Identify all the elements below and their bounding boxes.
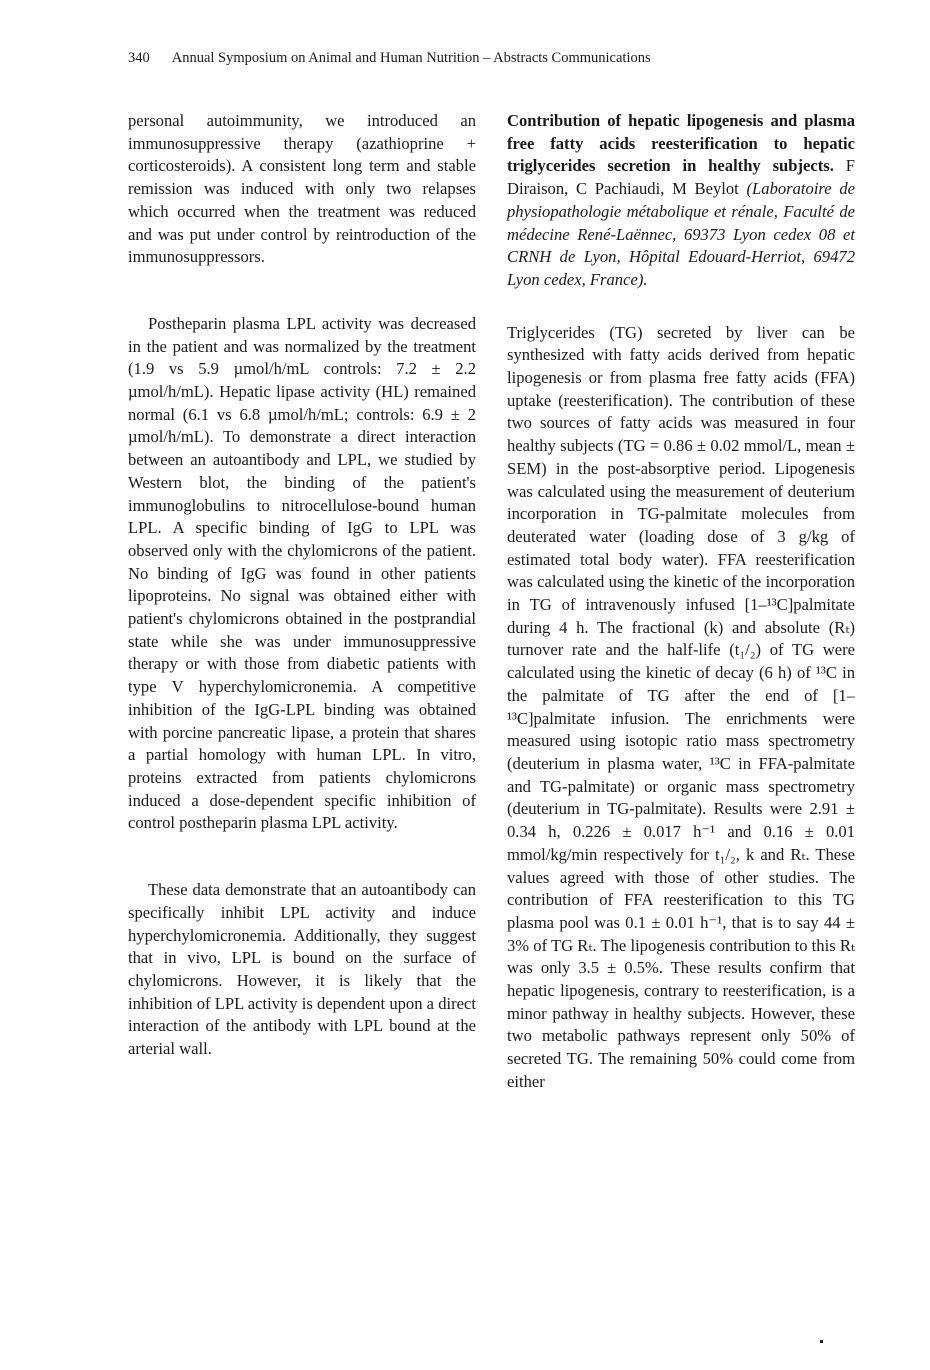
print-speck [820,1340,823,1343]
running-header [128,50,651,67]
right-column [507,110,855,1094]
abstract-title: Contribution of hepatic lipogenesis and plasma free fatty acids reesterification to hepatic triglycerides secretion in healthy subjects. [507,111,855,176]
abstract-authors: F Diraison, C Pachiaudi, M Beylot [507,156,856,199]
page-number: 340 [128,50,150,66]
left-paragraph-3: These data demonstrate that an autoantibody can specifically inhibit LPL activity and induce hyperchylomicronemia. Additionally, they suggest that in vivo, LPL is bound on the surface of chylomicrons. However, it is likely that the inhibition of LPL activity is dependent upon a direct interaction of the antibody with LPL bound at the arterial wall. [128,880,476,1059]
left-paragraph-1: personal autoimmunity, we introduced an immunosuppressive therapy (azathioprine + corticosteroids). A consistent long term and stable remission was induced with only two relapses which occurred when the treatment was reduced and was put under control by reintroduction of the immunosuppressors. [128,111,476,267]
left-paragraph-2: Postheparin plasma LPL activity was decreased in the patient and was normalized by the treatment (1.9 vs 5.9 µmol/h/mL controls: 7.2 ± 2.2 µmol/h/mL). Hepatic lipase activity (HL) remained normal (6.1 vs 6.8 µmol/h/mL; controls: 6.9 ± 2 µmol/h/mL). To demonstrate a direct interaction between an autoantibody and LPL, we studied by Western blot, the binding of the patient's immunoglobulins to nitrocellulose-bound human LPL. A specific binding of IgG to LPL was observed only with the chylomicrons of the patient. No binding of IgG was found in other patients lipoproteins. No signal was obtained either with patient's chylomicrons obtained in the postprandial state while she was under immunosuppressive therapy or with those from diabetic patients with type V hyperchylomicronemia. A competitive inhibition of the IgG-LPL binding was obtained with porcine pancreatic lipase, a protein that shares a partial homology with human LPL. In vitro, proteins extracted from patients chylomicrons induced a dose-dependent specific inhibition of control postheparin plasma LPL activity. [128,313,476,833]
abstract-body: Triglycerides (TG) secreted by liver can be synthesized with fatty acids derived from hepatic lipogenesis or from plasma free fatty acids (FFA) uptake (reesterification). The contribution of these two sources of fatty acids was measured in four healthy subjects (TG = 0.86 ± 0.02 mmol/L, mean ± SEM) in the post-absorptive period. Lipogenesis was calculated using the measurement of deuterium incorporation in TG-palmitate molecules from deuterated water (loading dose of 3 g/kg of estimated total body water). FFA reesterification was calculated using the kinetic of the incorporation in TG of intravenously infused [1–¹³C]palmitate during 4 h. The fractional (k) and absolute (Rₜ) turnover rate and the half-life (t₁/₂) of TG were calculated using the kinetic of decay (6 h) of ¹³C in the palmitate of TG after the end of [1–¹³C]palmitate infusion. The enrichments were measured using isotopic ratio mass spectrometry (deuterium in plasma water, ¹³C in FFA-palmitate and TG-palmitate) or organic mass spectrometry (deuterium in TG-palmitate). Results were 2.91 ± 0.34 h, 0.226 ± 0.017 h⁻¹ and 0.16 ± 0.01 mmol/kg/min respectively for t₁/₂, k and Rₜ. These values agreed with those of other studies. The contribution of FFA reesterification to this TG plasma pool was 0.1 ± 0.01 h⁻¹, that is to say 44 ± 3% of TG Rₜ. The lipogenesis contribution to this Rₜ was only 3.5 ± 0.5%. These results confirm that hepatic lipogenesis, contrary to reesterification, is a minor pathway in healthy subjects. However, these two metabolic pathways represent only 50% of secreted TG. The remaining 50% could come from either [507,322,855,1091]
abstract-heading [507,110,855,292]
abstract-affiliation: (Laboratoire de physiopathologie métabolique et rénale, Faculté de médecine René-Laënnec, 69373 Lyon cedex 08 et CRNH de Lyon, Hôpital Edouard-Herriot, 69472 Lyon cedex, France). [507,179,856,289]
left-column [128,110,476,1061]
running-title: Annual Symposium on Animal and Human Nutrition – Abstracts Communications [171,50,651,66]
